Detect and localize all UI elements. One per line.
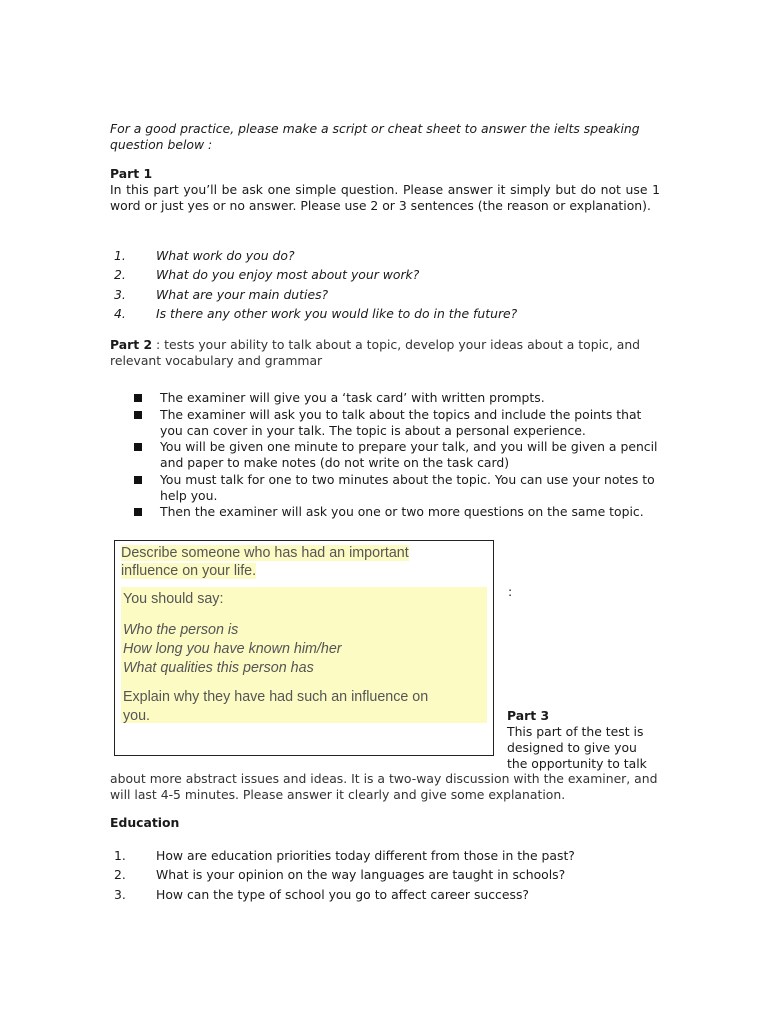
list-item [132, 472, 660, 504]
part2-description [110, 337, 660, 369]
item-text: What is your opinion on the way languages are taught in schools? [156, 867, 566, 883]
part3-side-text [507, 724, 667, 772]
list-item [114, 306, 654, 325]
part1-description: In this part you’ll be ask one simple question. Please answer it simply but do not use 1 word or just yes or no answer. Please use 2 or 3 sentences (the reason or explanation). [110, 182, 660, 213]
part3-side-line: the opportunity to talk [507, 756, 647, 771]
topic-line-1: Describe someone who has had an important [121, 545, 409, 561]
square-bullet-icon [132, 439, 160, 471]
part3-side-line: This part of the test is [507, 724, 644, 739]
item-text: What do you enjoy most about your work? [156, 267, 420, 283]
list-item [132, 439, 660, 471]
square-bullet-icon [132, 472, 160, 504]
part2-text: : tests your ability to talk about a topic, develop your ideas about a topic, and relevant vocabulary and grammar [110, 337, 641, 368]
square-bullet-icon [132, 390, 160, 406]
task-card-prompts [121, 587, 487, 723]
item-text: What are your main duties? [156, 286, 329, 302]
list-item [114, 867, 654, 886]
item-text: What work do you do? [156, 248, 295, 263]
education-question-list [114, 848, 654, 906]
explain-line-2: you. [123, 708, 151, 724]
item-text: The examiner will give you a ‘task card’ with written prompts. [160, 390, 545, 405]
item-number: 4. [114, 306, 126, 322]
should-say-label: You should say: [123, 591, 224, 607]
list-item [114, 287, 654, 306]
item-number: 1. [114, 248, 126, 263]
list-item [132, 390, 660, 406]
list-item [114, 248, 654, 267]
task-card-topic [121, 544, 409, 580]
square-bullet-icon [132, 407, 160, 439]
education-heading: Education [110, 815, 180, 830]
topic-line-2: influence on your life. [121, 563, 257, 579]
list-item [132, 407, 660, 439]
explain-line-1: Explain why they have had such an influence on [123, 689, 429, 705]
list-item [114, 848, 654, 867]
list-item [114, 887, 654, 906]
item-text: How are education priorities today different from those in the past? [156, 848, 575, 863]
prompt-item: Who the person is [123, 622, 239, 638]
item-number: 2. [114, 267, 126, 283]
item-text: You must talk for one to two minutes about the topic. You can use your notes to help you. [160, 471, 655, 503]
part3-heading: Part 3 [507, 708, 550, 723]
part3-side-line: designed to give you [507, 740, 637, 755]
item-text: How can the type of school you go to affect career success? [156, 886, 529, 902]
square-bullet-icon [132, 504, 160, 520]
task-card [114, 540, 494, 756]
part3-description: about more abstract issues and ideas. It is a two-way discussion with the examiner, and will last 4-5 minutes. Please answer it clearly and give some explanation. [110, 771, 658, 802]
item-text: The examiner will ask you to talk about the topics and include the points that you can cover in your talk. The topic is about a personal experience. [160, 406, 642, 438]
prompt-item: How long you have known him/her [123, 641, 342, 657]
item-number: 1. [114, 848, 126, 863]
part1-heading: Part 1 [110, 166, 153, 181]
prompt-item: What qualities this person has [123, 660, 314, 676]
part2-bullet-list [132, 390, 660, 521]
list-item [114, 267, 654, 286]
part2-heading: Part 2 [110, 337, 153, 352]
item-number: 3. [114, 286, 126, 302]
item-number: 3. [114, 886, 126, 902]
stray-colon: : [508, 584, 513, 599]
list-item [132, 504, 660, 520]
part1-question-list [114, 248, 654, 326]
intro-instruction: For a good practice, please make a script or cheat sheet to answer the ielts speaking question below : [110, 121, 640, 152]
item-number: 2. [114, 867, 126, 883]
item-text: Then the examiner will ask you one or two more questions on the same topic. [160, 504, 644, 519]
item-text: Is there any other work you would like to do in the future? [156, 306, 518, 322]
item-text: You will be given one minute to prepare your talk, and you will be given a pencil and paper to make notes (do not write on the task card) [160, 439, 658, 470]
